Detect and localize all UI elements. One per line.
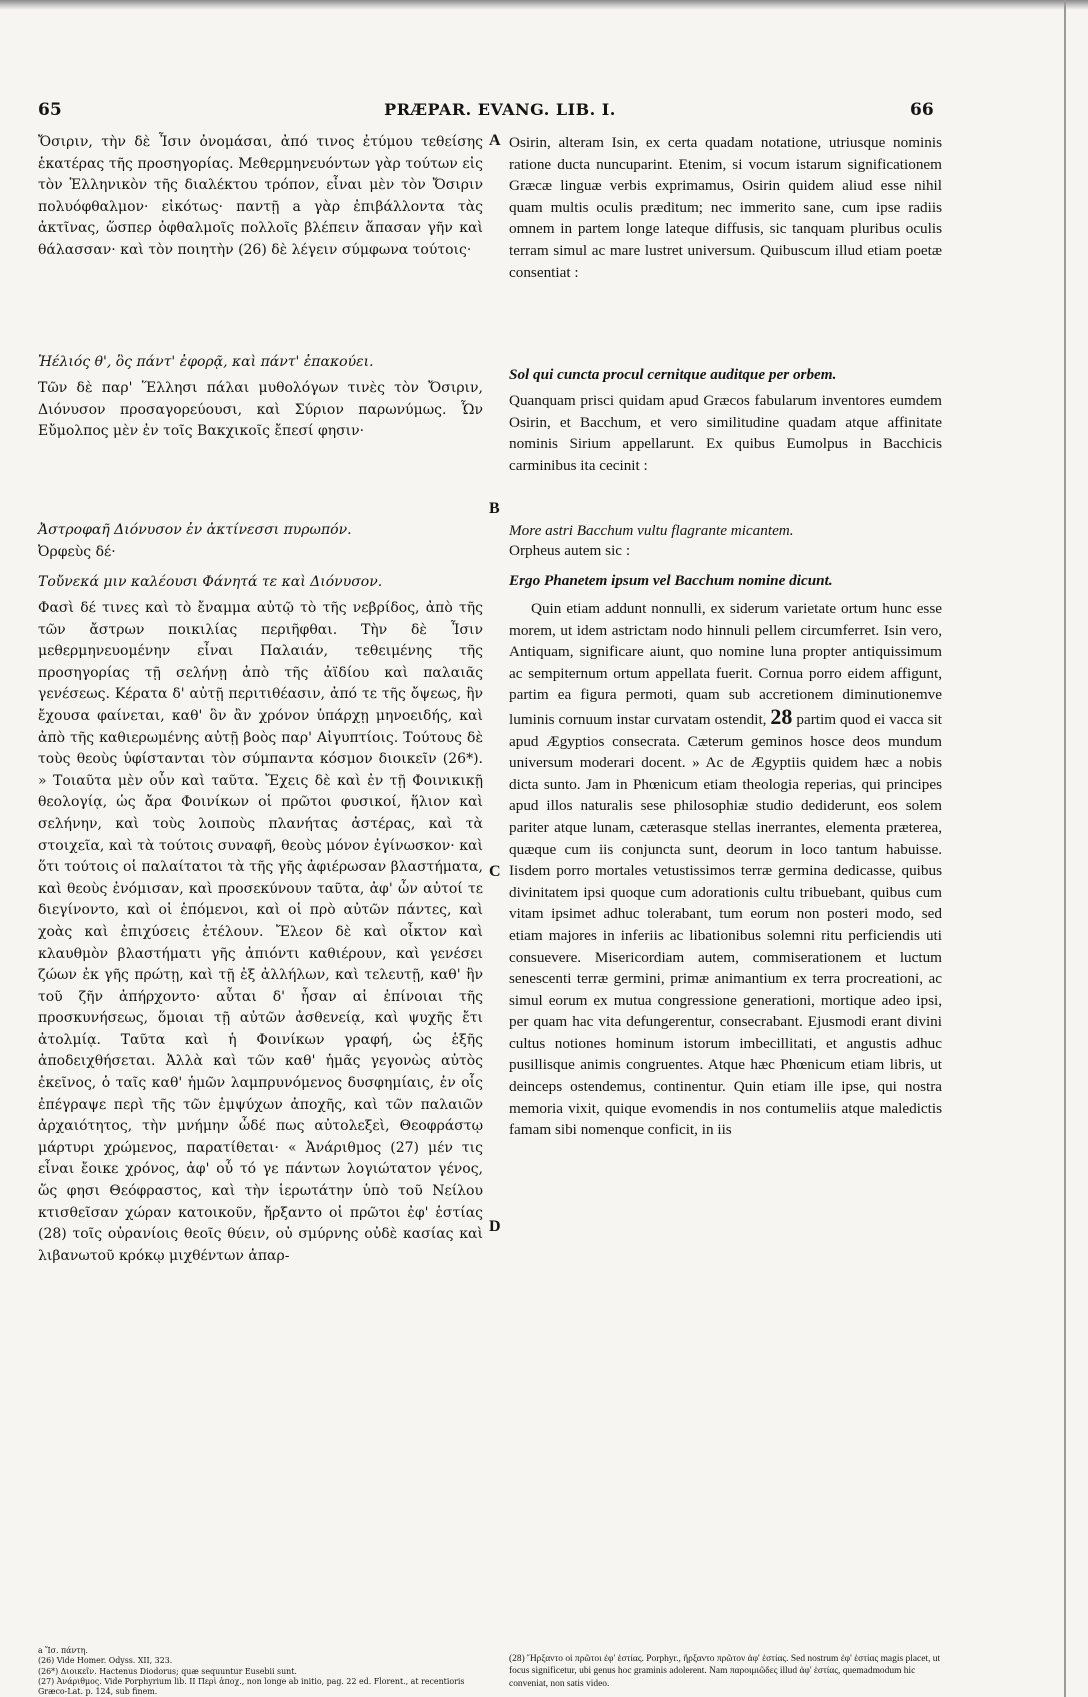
greek-verse-eumolpus: Ἀστροφαῆ Διόνυσον ἐν ἀκτίνεσσι πυρωπόν.: [38, 522, 352, 538]
footnote-26: (26) Vide Homer. Odyss. XII, 323.: [38, 1656, 173, 1666]
page-marker-28: 28: [770, 703, 793, 729]
latin-paragraph-2: Quanquam prisci quidam apud Græcos fabularum inventores eumdem Osirin, et Bacchum, et vero similitudine quadam atque affinitate nominis Sirium appellarunt. Ex quibus Eumolpus in Bacchicis carminibus ita cecinit :: [509, 392, 942, 474]
latin-paragraph-3-text: Quin etiam addunt nonnulli, ex siderum varietate ortum hunc esse morem, ut idem astrictam nodo hinnuli pellem circumferret. Isin vero, Antiquam, significare aiunt, quo nomine luna propter antiquissimum ac sempiternum ortum appellata fuerit. Cornua porro eidem affigunt, partim ea figura permoti, quam sub accretionem diminutionemve luminis cornuum instar curvatam ostendit,: [509, 600, 942, 728]
page-right-edge: [1064, 0, 1066, 1697]
page-number-left: 65: [38, 100, 62, 120]
latin-paragraph-3-cont: partim quod ei vacca sit apud Ægyptios consecrata. Cæterum geminos hosce deos mundum universum moderari docent. » Ac de Ægyptiis quidem hæc a nobis dicta sunto. Jam in Phœnicum etiam theologia reperias, qui principes apud illos naturalis sese philosophiæ studio dediderunt, eos solem pariter atque lunam, cæterasque stellas inerrantes, elementa præterea, quæque cum iis conjuncta sunt, deorum in loco tantum habuisse. Iisdem porro mortales vetustissimos terræ germina dedicasse, quibus divinitatem ipsi quoque cum adorationis cultu tribuebant, quibus cum vitam ipsimet adhuc tolerabant, tum eorum non posteri modo, sed etiam majores in inferiis ac libationibus solemni ritu perficiendis uti consuevere. Misericordiam autem, commiserationem et luctum senescenti terræ germini, primæ animantium ex terra procreationi, ac simul eorum ex mutua congressione generationi, mortique adeo ipsi, per quam hac vita defungerentur, consecrabant. Ejusmodi erant divini cultus notiones hominum istorum imbecillitati, et angustis adhuc pusillisque animis congruentes. Atque hæc Phœnicum etiam libris, ut deinceps ostendemus, continentur. Quin etiam ille ipse, qui nostra memoria vixit, quique evomendis in nos contumeliis atque maledictis famam sibi nomenque conficit, in iis: [509, 710, 943, 1139]
greek-paragraph-2: Τῶν δὲ παρ' Ἕλλησι πάλαι μυθολόγων τινὲς τὸν Ὄσιριν, Διόνυσον προσαγορεύουσι, καὶ Σύριον παρωνύμως. Ὧν Εὔμολπος μὲν ἐν τοῖς Βακχικοῖς ἔπεσί φησιν·: [38, 380, 483, 440]
greek-paragraph-3: Φασὶ δέ τινες καὶ τὸ ἔναμμα αὐτῷ τὸ τῆς νεβρίδος, ἀπὸ τῆς τῶν ἄστρων ποικιλίας περιῆφθαι. Τὴν δὲ Ἶσιν μεθερμηνευομένην εἶναι Παλαιάν, τεθειμένης τῆς προσηγορίας τῇ σελήνῃ ἀπὸ τῆς ἀϊδίου καὶ παλαιᾶς γενέσεως. Κέρατα δ' αὐτῇ περιτιθέασιν, ἀπό τε τῆς ὄψεως, ἣν ἔχουσα φαίνεται, καθ' ὃν ἂν χρόνον ὑπάρχῃ μηνοειδής, καὶ ἀπὸ τῆς καθιερωμένης αὐτῇ βοὸς παρ' Αἰγυπτίοις. Τούτους δὲ τοὺς θεοὺς ὑφίστανται τὸν σύμπαντα κόσμον διοικεῖν (26*). » Τοιαῦτα μὲν οὖν καὶ ταῦτα. Ἔχεις δὲ καὶ ἐν τῇ Φοινικικῇ θεολογίᾳ, ὡς ἄρα Φοινίκων οἱ πρῶτοι φυσικοί, ἥλιον καὶ σελήνην, καὶ τοὺς λοιποὺς πλανήτας ἀστέρας, καὶ τὰ στοιχεῖα, καὶ τὰ τούτοις συναφῆ, θεοὺς μόνον ἐγίνωσκον· καὶ ὅτι τούτοις οἱ παλαίτατοι τὰ τῆς γῆς ἀφιέρωσαν βλαστήματα, καὶ θεοὺς ἐνόμισαν, καὶ προσεκύνουν ταῦτα, ἀφ' ὧν αὐτοί τε διεγίνοντο, καὶ οἱ ἑπόμενοι, καὶ οἱ πρὸ αὐτῶν πάντες, καὶ χοὰς καὶ ἐπιχύσεις ἐτέλουν. Ἔλεον δὲ καὶ οἶκτον καὶ κλαυθμὸν βλαστήματι γῆς ἀπιόντι καθιέρουν, καὶ γενέσει ζώων ἐκ γῆς πρώτῃ, καὶ τῇ ἐξ ἀλλήλων, καὶ τελευτῇ, καθ' ἣν τοῦ ζῆν ἀπήρχοντο· αὗται δ' ἦσαν αἱ ἐπίνοιαι τῆς προσκυνήσεως, ὅμοιαι τῇ αὐτῶν ἀσθενείᾳ, καὶ ψυχῆς ἔτι ἀτολμίᾳ. Ταῦτα καὶ ἡ Φοινίκων γραφή, ὡς ἑξῆς ἀποδειχθήσεται. Ἀλλὰ καὶ τῶν καθ' ἡμᾶς γεγονὼς αὐτὸς ἐκεῖνος, ὁ ταῖς καθ' ἡμῶν λαμπρυνόμενος δυσφημίαις, ἐν οἷς ἐπέγραψε περὶ τῆς τῶν ἐμψύχων ἀποχῆς, καὶ τῶν παλαιῶν ἀρχαιότητος, τὴν μνήμην ὧδέ πως αὐτολεξεὶ, Θεοφράστῳ μάρτυρι χρώμενος, παρατίθεται· « Ἀνάριθμος (27) μέν τις εἶναι ἔοικε χρόνος, ἀφ' οὗ τό γε πάντων λογιώτατον γένος, ὥς φησι Θεόφραστος, καὶ τὴν ἱερωτάτην ὑπὸ τοῦ Νείλου κτισθεῖσαν χώραν κατοικοῦν, ἤρξαντο οἱ πρῶτοι ἐφ' ἑστίας (28) τοῖς οὐρανίοις θεοῖς θύειν, οὐ σμύρνης οὐδὲ κασίας καὶ λιβανωτοῦ κρόκῳ μιχθέντων ἀπαρ-: [38, 600, 483, 1264]
latin-footnotes: [509, 1653, 942, 1690]
footnote-26-star: (26*) Διοικεῖν. Hactenus Diodorus; quæ sequuntur Eusebii sunt.: [38, 1666, 297, 1676]
greek-footnotes: [38, 1646, 483, 1697]
footnote-a: a Ἴσ. πάντη.: [38, 1646, 88, 1655]
greek-paragraph-1: Ὄσιριν, τὴν δὲ Ἶσιν ὀνομάσαι, ἀπό τινος ἐτύμου τεθείσης ἑκατέρας τῆς προσηγορίας. Μεθερμηνευόντων γὰρ τούτων εἰς τὸν Ἑλληνικὸν τῆς διαλέκτου τρόπον, εἶναι μὲν τὸν Ὄσιριν πολυόφθαλμον· εἰκότως· παντῇ a γὰρ ἐπιβάλλοντα τὰς ἀκτῖνας, ὥσπερ ὀφθαλμοῖς πολλοῖς βλέπειν ἅπασαν γῆν καὶ θάλασσαν· καὶ τὸν ποιητὴν (26) δὲ λέγειν σύμφωνα τούτοις·: [38, 134, 483, 258]
latin-paragraph-1: Osirin, alteram Isin, ex certa quadam notatione, utriusque nominis ratione ducta nuncuparint. Etenim, si vocum istarum significationem Græcæ linguæ verbis exprimamus, Osirin quidem aliud esse nihil quam multis oculis præditum; nec immerito sane, cum ipse radiis omnem in partem longe lateque diffusis, sic tanquam pluribus oculis terram simul ac mare lustret universum. Quibuscum illud etiam poetæ consentiat :: [509, 134, 942, 281]
latin-verse-orpheus: Ergo Phanetem ipsum vel Bacchum nomine dicunt.: [509, 572, 833, 589]
latin-verse-eumolpus: More astri Bacchum vultu flagrante micantem.: [509, 522, 794, 539]
greek-orpheus-line: Ὀρφεὺς δέ·: [38, 544, 116, 560]
footnote-27: (27) Ἀνάριθμος. Vide Porphyrium lib. II Περὶ ἀποχ., non longe ab initio, pag. 22 ed. Florent., at recentioris Græco-Lat. p. 124, sub finem.: [38, 1676, 465, 1697]
latin-paragraph-3: [509, 598, 942, 1141]
greek-verse-orpheus: Τοὔνεκά μιν καλέουσι Φάνητά τε καὶ Διόνυσον.: [38, 574, 383, 590]
running-title: PRÆPAR. EVANG. LIB. I.: [384, 100, 616, 119]
footnote-28: (28) Ἤρξαντο οἱ πρῶτοι ἐφ' ἑστίας. Porphyr., ἤρξαντο πρῶτον ἀφ' ἑστίας. Sed nostrum ἐφ' ἑστίας magis placet, ut focus significetur, ubi genus hoc graminis adolerent. Nam παροιμιῶδες illud ἀφ' ἑστίας, quemadmodum hic conveniat, non satis video.: [509, 1654, 941, 1689]
scan-top-edge: [0, 0, 1088, 10]
page-number-right: 66: [910, 100, 934, 120]
latin-verse-homer: Sol qui cuncta procul cernitque auditque per orbem.: [509, 366, 837, 383]
margin-letter-a: A: [489, 132, 501, 149]
margin-letter-b: B: [489, 500, 500, 517]
latin-orpheus-line: Orpheus autem sic :: [509, 542, 631, 559]
margin-letter-d: D: [489, 1218, 501, 1235]
running-header: [0, 100, 1088, 124]
margin-letter-c: C: [489, 863, 501, 880]
greek-verse-homer: Ἠέλιός θ', ὃς πάντ' ἐφορᾷ, καὶ πάντ' ἐπακούει.: [38, 354, 374, 370]
